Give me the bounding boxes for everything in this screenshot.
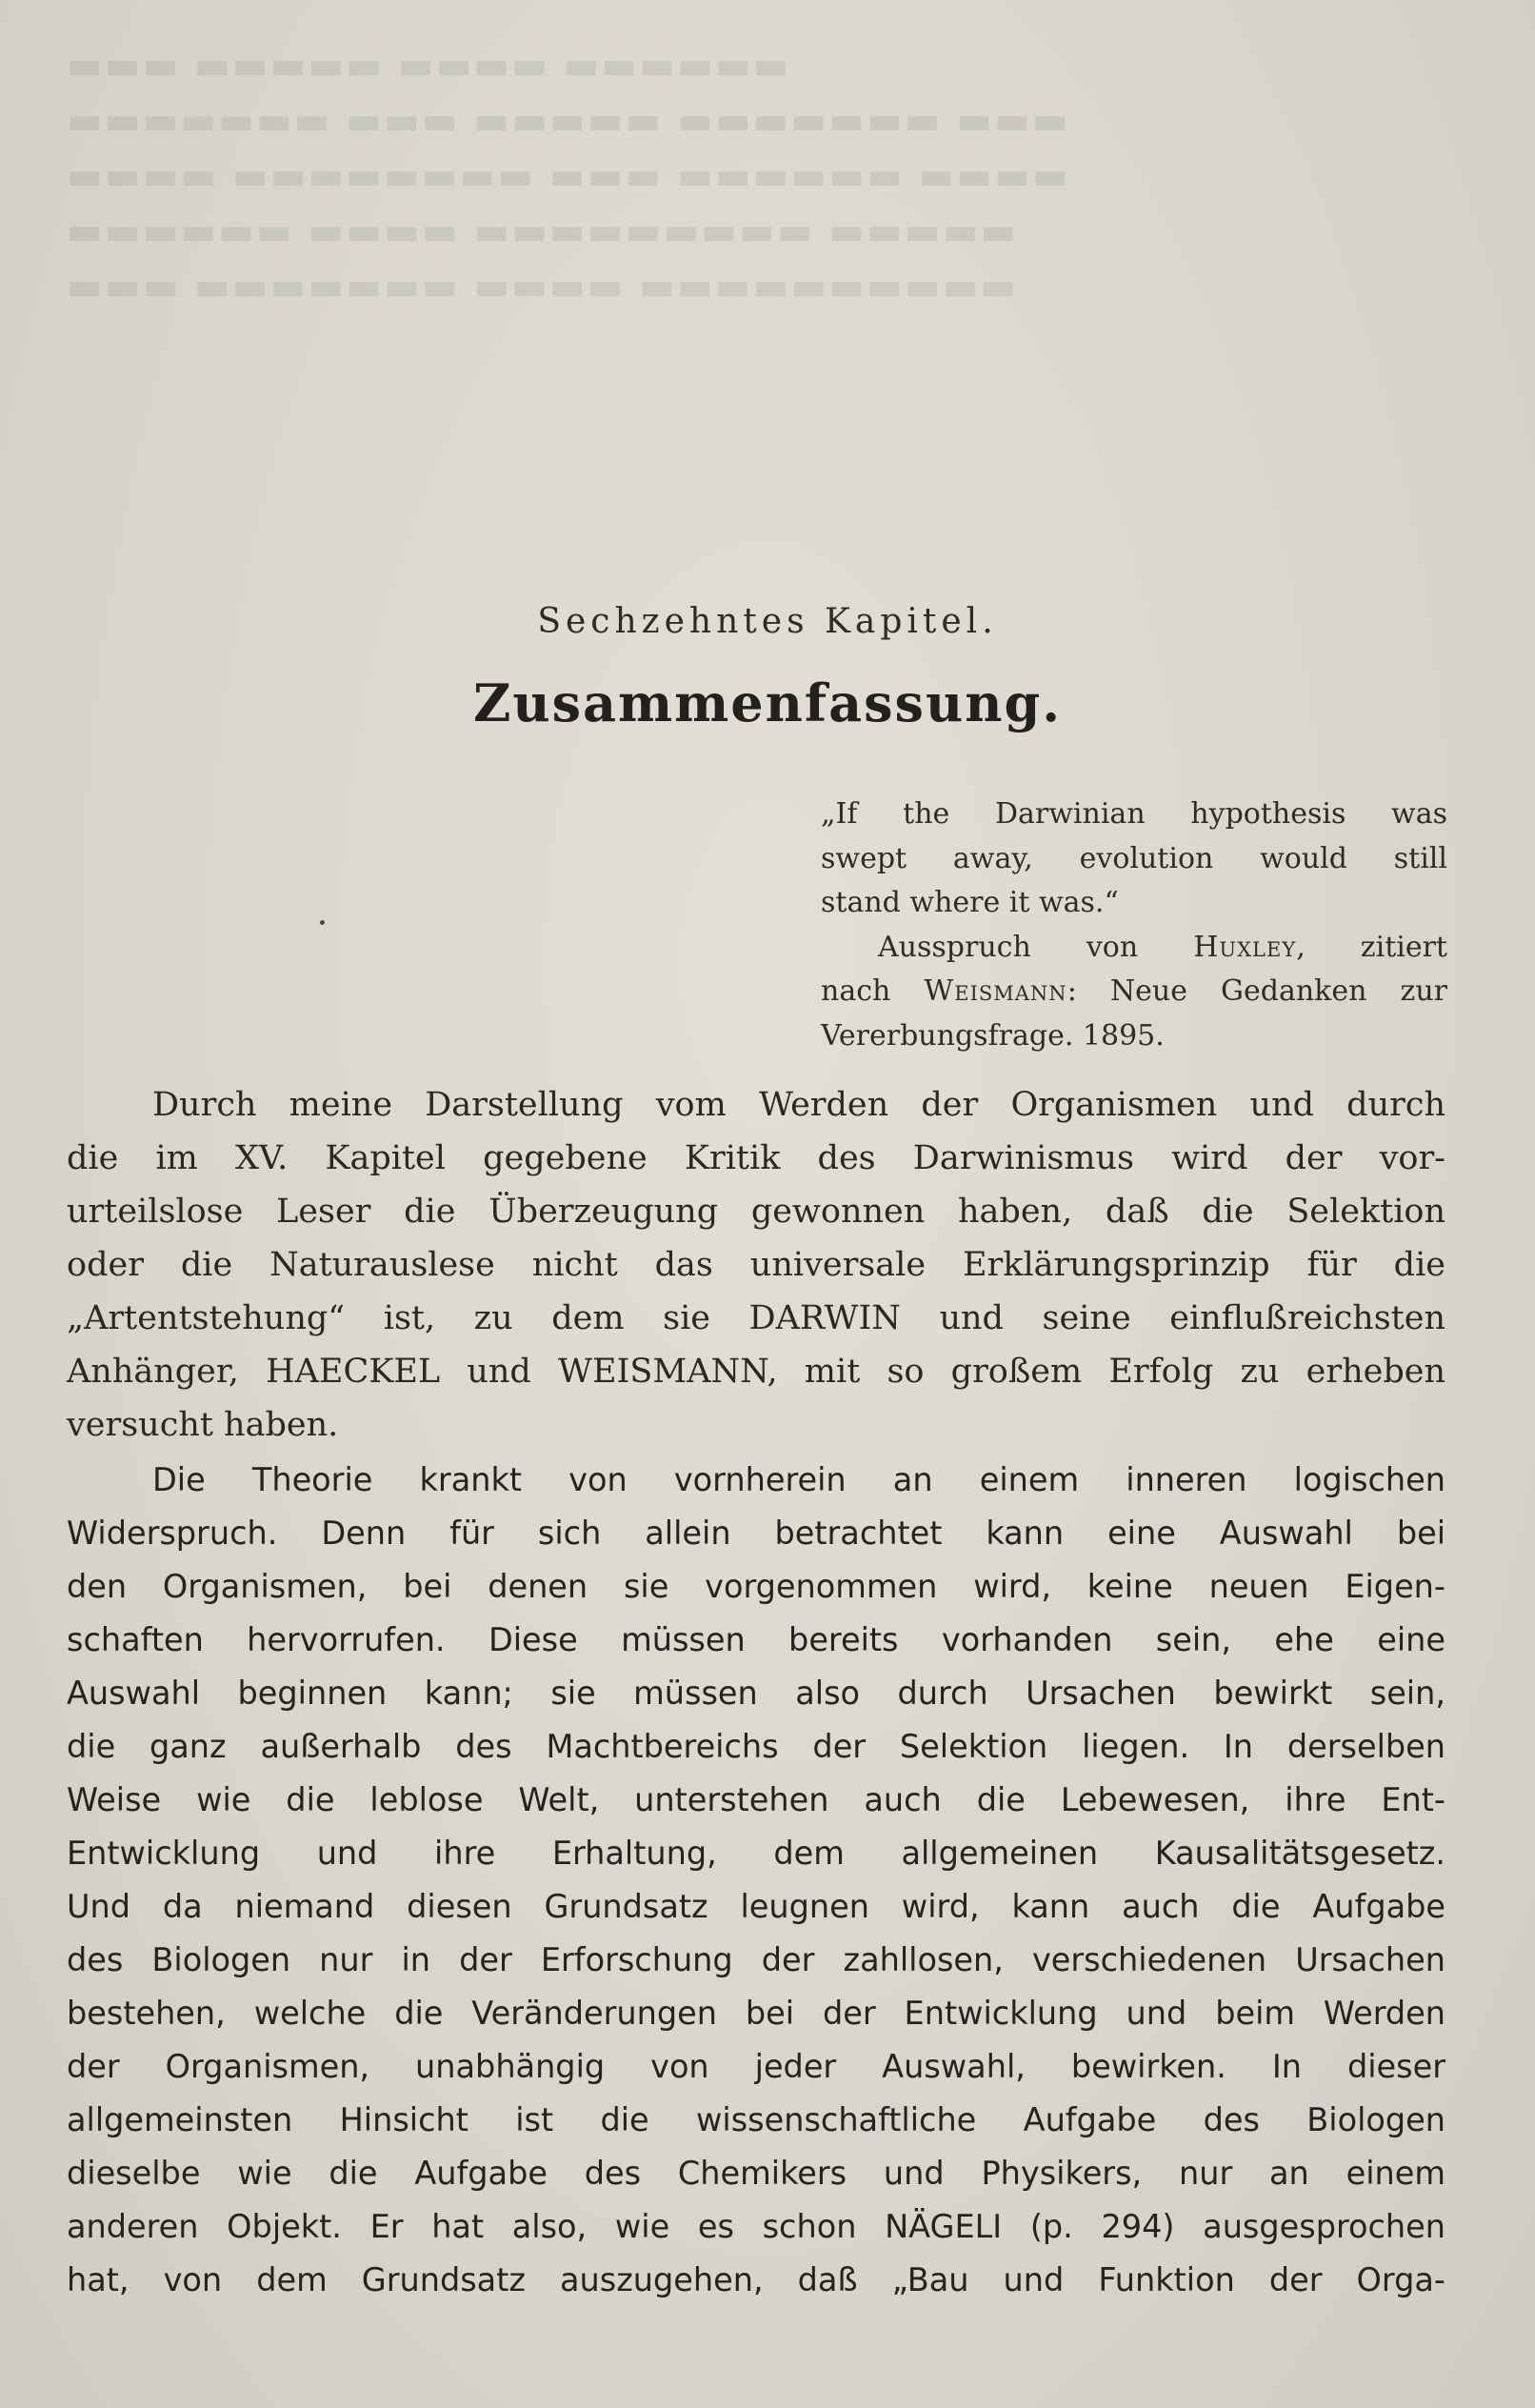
epigraph [821,793,1447,1058]
body-line: Die Theorie krankt von vornherein an einem inneren logischen [152,1461,1445,1498]
body-line: hat, von dem Grundsatz auszugehen, daß „Bau und Funktion der Orga- [67,2261,1445,2298]
body-line: den Organismen, bei denen sie vorgenommen wird, keine neuen Eigen- [67,1568,1445,1605]
body-line: Weise wie die leblose Welt, unterstehen auch die Lebewesen, ihre Ent- [67,1781,1445,1818]
body-line: die im XV. Kapitel gegebene Kritik des Darwinismus wird der vor- [67,1139,1445,1177]
body-line: des Biologen nur in der Erforschung der zahllosen, verschiedenen Ursachen [67,1941,1445,1978]
chapter-title: Zusammenfassung. [472,672,1063,733]
body-line: bestehen, welche die Veränderungen bei der Entwicklung und beim Werden [67,1995,1445,2032]
epigraph-attribution-line: Ausspruch von Huxley, zitiert [878,930,1447,964]
body-line: Und da niemand diesen Grundsatz leugnen wird, kann auch die Aufgabe [67,1888,1445,1925]
body-line: schaften hervorrufen. Diese müssen bereits vorhanden sein, ehe eine [67,1621,1445,1658]
chapter-number: Sechzehntes Kapitel. [537,602,998,641]
body-line: allgemeinsten Hinsicht ist die wissenschaftliche Aufgabe des Biologen [67,2101,1445,2138]
body-line: urteilslose Leser die Überzeugung gewonnen haben, daß die Selektion [67,1193,1445,1231]
print-speck [320,920,325,925]
epigraph-line: „If the Darwinian hypothesis was [821,797,1447,831]
bleed-through-text: ▬▬▬ ▬▬▬▬▬ ▬▬▬▬ ▬▬▬▬▬▬ ▬▬▬▬▬▬▬ ▬▬▬ ▬▬▬▬▬ ▬▬▬▬▬▬▬ ▬▬▬ ▬▬▬▬ ▬▬▬▬▬▬▬▬ ▬▬▬ ▬▬▬▬▬▬ ▬▬▬▬ ▬▬▬▬▬▬ ▬▬▬▬ ▬▬▬▬▬▬▬▬▬ ▬▬▬▬▬ ▬▬▬ ▬▬▬▬▬▬▬ ▬▬▬▬ ▬▬▬▬▬▬▬▬▬▬ [67,44,1070,309]
body-line: anderen Objekt. Er hat also, wie es schon NÄGELI (p. 294) ausgesprochen [67,2208,1445,2245]
body-line: Auswahl beginnen kann; sie müssen also durch Ursachen bewirkt sein, [67,1675,1445,1712]
body-line: die ganz außerhalb des Machtbereichs der Selektion liegen. In derselben [67,1728,1445,1765]
body-line: Widerspruch. Denn für sich allein betrachtet kann eine Auswahl bei [67,1515,1445,1552]
body-line: der Organismen, unabhängig von jeder Auswahl, bewirken. In dieser [67,2048,1445,2085]
body-line: dieselbe wie die Aufgabe des Chemikers und Physikers, nur an einem [67,2155,1445,2192]
body-line: Entwicklung und ihre Erhaltung, dem allgemeinen Kausalitätsgesetz. [67,1835,1445,1872]
body-line: versucht haben. [67,1406,339,1444]
body-line: „Artentstehung“ ist, zu dem sie DARWIN und seine einflußreichsten [67,1299,1445,1337]
epigraph-attribution-line: nach Weismann: Neue Gedanken zur [821,974,1447,1008]
epigraph-line: stand where it was.“ [821,886,1119,919]
body-line: Durch meine Darstellung vom Werden der Organismen und durch [152,1086,1445,1124]
body-line: Anhänger, HAECKEL und WEISMANN, mit so großem Erfolg zu erheben [67,1353,1445,1391]
paragraph-2 [67,1454,1445,2307]
body-line: oder die Naturauslese nicht das universale Erklärungsprinzip für die [67,1246,1445,1284]
paragraph-1 [67,1078,1445,1452]
epigraph-attribution-line: Vererbungsfrage. 1895. [821,1018,1165,1053]
epigraph-line: swept away, evolution would still [821,841,1447,875]
